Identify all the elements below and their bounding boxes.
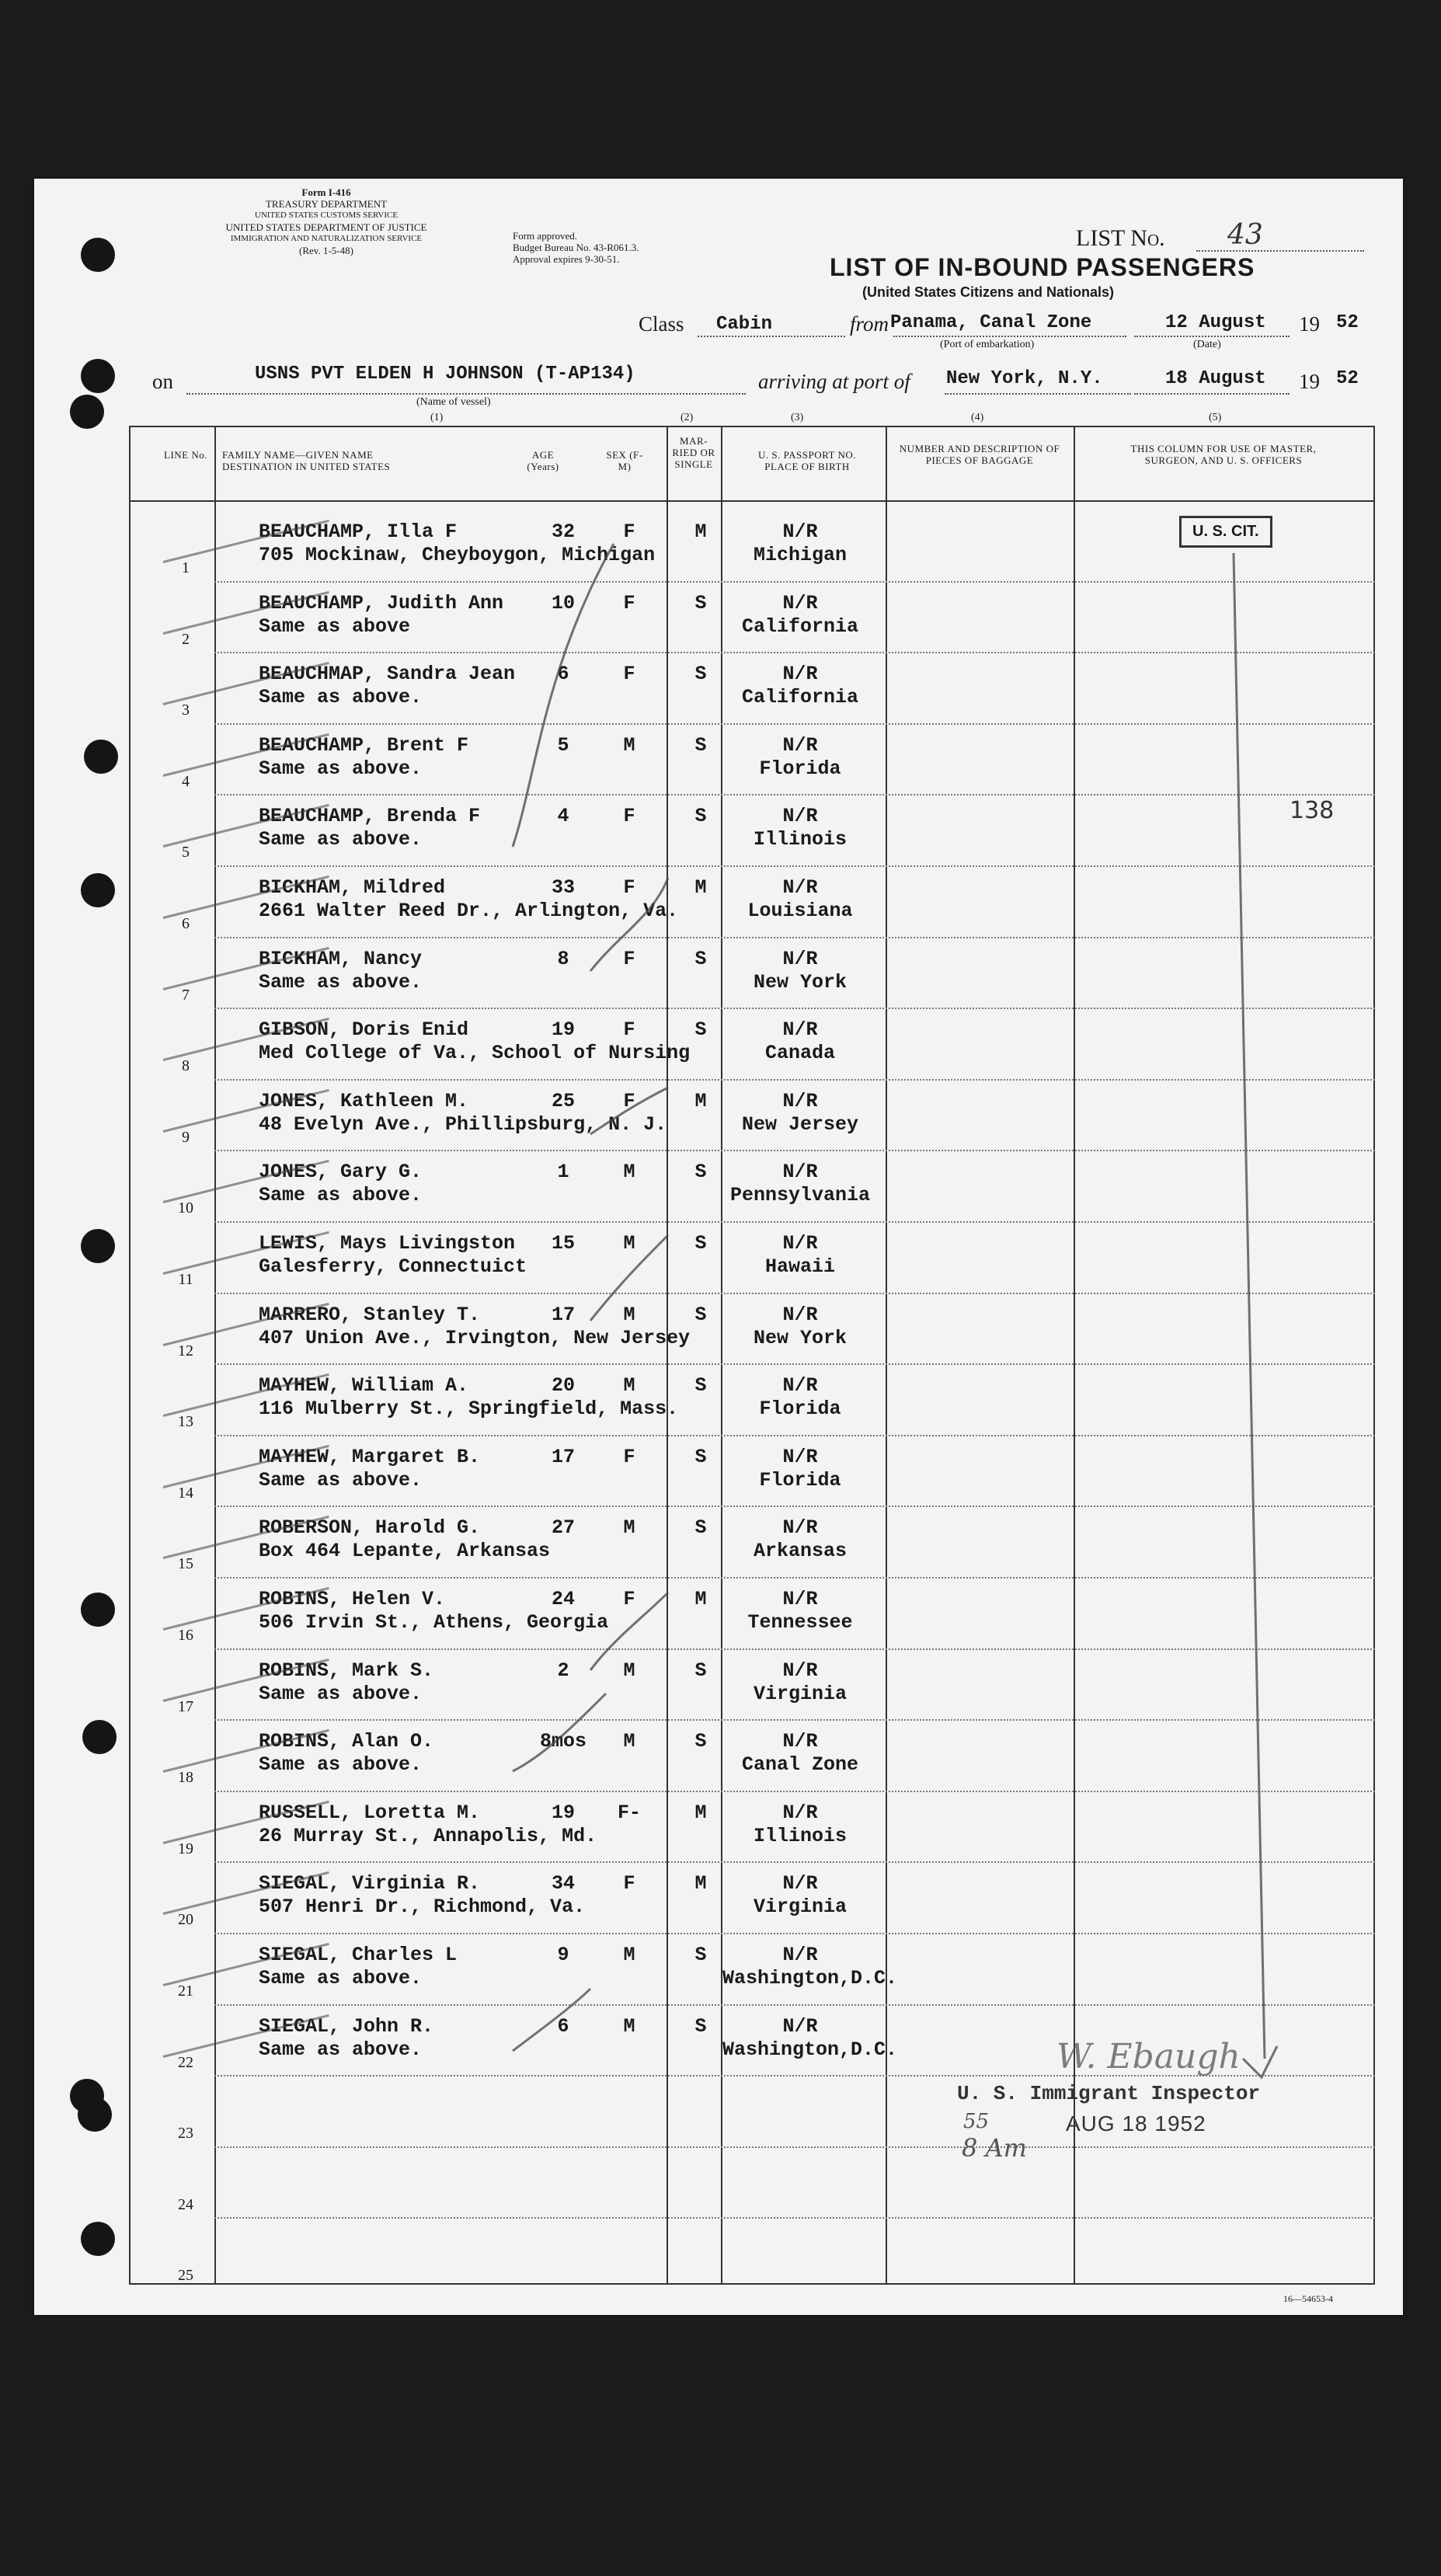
- dept-immigration: IMMIGRATION AND NATURALIZATION SERVICE: [230, 234, 423, 243]
- passenger-name: GIBSON, Doris Enid: [259, 1018, 469, 1042]
- place-of-birth: California: [741, 614, 859, 638]
- on-label: on: [152, 370, 173, 393]
- age: 25: [551, 1089, 575, 1112]
- page-subtitle: (United States Citizens and Nationals): [862, 284, 1115, 300]
- binder-hole: [82, 1720, 117, 1754]
- place-of-birth: New York: [753, 1326, 848, 1349]
- inspection-time-note: 8 Am: [962, 2133, 1027, 2163]
- line-number: 2: [182, 630, 190, 648]
- list-label: LIST No.: [1076, 225, 1165, 251]
- destination: Same as above.: [259, 1682, 423, 1705]
- destination: Same as above.: [259, 970, 423, 994]
- from-label: from: [850, 312, 889, 336]
- place-of-birth: Canada: [764, 1042, 835, 1065]
- passenger-name: SIEGAL, Virginia R.: [259, 1872, 481, 1895]
- place-of-birth: Florida: [759, 1468, 841, 1492]
- line-number: 7: [182, 986, 190, 1004]
- embarkation-port: Panama, Canal Zone: [890, 312, 1092, 333]
- passport-no: N/R: [782, 1516, 818, 1540]
- passenger-name: SIEGAL, John R.: [259, 2014, 434, 2038]
- marital-status: S: [694, 2014, 707, 2038]
- line-number: 23: [178, 2125, 193, 2143]
- passenger-name: ROBINS, Alan O.: [259, 1730, 434, 1753]
- place-of-birth: Virginia: [753, 1895, 848, 1919]
- sex: F: [623, 1872, 635, 1895]
- passport-no: N/R: [782, 805, 818, 828]
- binder-hole: [78, 2097, 112, 2132]
- inspection-date-stamp: AUG 18 1952: [1066, 2111, 1206, 2136]
- place-of-birth: Florida: [759, 1398, 841, 1421]
- passenger-name: MARRERO, Stanley T.: [259, 1303, 481, 1326]
- age: 1: [557, 1161, 569, 1184]
- place-of-birth: Canal Zone: [741, 1753, 859, 1777]
- col-header-age: AGE (Years): [527, 449, 559, 472]
- sex: F: [623, 591, 635, 614]
- passport-no: N/R: [782, 1944, 818, 1966]
- year-1: 52: [1336, 312, 1359, 333]
- line-number: 13: [178, 1413, 193, 1431]
- passport-no: N/R: [782, 1161, 818, 1184]
- age: 6: [557, 663, 569, 686]
- line-number: 10: [178, 1199, 193, 1217]
- marital-status: S: [694, 1730, 707, 1753]
- age: 2: [557, 1659, 569, 1682]
- row-rule: [214, 1719, 1375, 1721]
- arrival-date: 18 August: [1165, 368, 1266, 389]
- year-prefix-2: 19: [1299, 370, 1320, 393]
- row-rule: [214, 581, 1375, 583]
- form-header-left: [148, 186, 505, 256]
- line-number: 9: [182, 1128, 190, 1146]
- line-number: 21: [178, 1982, 193, 2000]
- age: 20: [551, 1374, 575, 1398]
- passport-no: N/R: [782, 1801, 818, 1824]
- marital-status: S: [694, 591, 707, 614]
- age: 5: [557, 733, 569, 757]
- row-rule: [214, 1435, 1375, 1436]
- passenger-name: BICKHAM, Nancy: [259, 947, 423, 970]
- age: 15: [551, 1232, 575, 1255]
- age: 6: [557, 2014, 569, 2038]
- annotation-count: 138: [1290, 797, 1335, 824]
- inspector-title: U. S. Immigrant Inspector: [957, 2082, 1261, 2105]
- sex: F: [623, 876, 635, 899]
- binder-hole: [70, 395, 104, 429]
- header-rule: [129, 500, 1375, 502]
- passport-no: N/R: [782, 1445, 818, 1468]
- place-of-birth: Washington,D.C.: [722, 2038, 898, 2061]
- destination: 2661 Walter Reed Dr., Arlington, Va.: [259, 900, 679, 922]
- marital-status: M: [694, 1089, 707, 1112]
- from-underline: [893, 336, 1126, 337]
- age: 9: [557, 1944, 569, 1966]
- marital-status: M: [694, 1801, 707, 1824]
- row-rule: [214, 1648, 1375, 1650]
- passport-no: N/R: [782, 1659, 818, 1682]
- place-of-birth: Hawaii: [764, 1255, 835, 1278]
- line-number: 14: [178, 1484, 193, 1502]
- col-num-1: (1): [430, 412, 444, 423]
- sex: F: [623, 663, 635, 686]
- place-of-birth: Pennsylvania: [729, 1184, 871, 1207]
- form-number: Form I-416: [301, 186, 351, 198]
- line-number: 11: [178, 1271, 193, 1288]
- destination: 116 Mulberry St., Springfield, Mass.: [259, 1398, 679, 1421]
- line-number: 8: [182, 1057, 190, 1075]
- binder-hole: [81, 1229, 115, 1263]
- marital-status: M: [694, 1588, 707, 1610]
- sex: F: [623, 1445, 635, 1468]
- dept-justice: UNITED STATES DEPARTMENT OF JUSTICE: [225, 221, 427, 233]
- place-of-birth: Illinois: [753, 1824, 848, 1847]
- age: 32: [551, 520, 575, 543]
- passenger-name: SIEGAL, Charles L: [259, 1944, 458, 1966]
- class-underline: [698, 336, 845, 337]
- line-number: 4: [182, 772, 190, 790]
- row-rule: [214, 1791, 1375, 1792]
- passenger-name: JONES, Kathleen M.: [259, 1089, 469, 1112]
- place-of-birth: Louisiana: [747, 900, 853, 922]
- passport-no: N/R: [782, 591, 818, 614]
- col-header-sex: SEX (F-M): [606, 449, 643, 472]
- footer-code: 16—54653-4: [1283, 2293, 1333, 2304]
- destination: Same as above.: [259, 828, 423, 851]
- dept-customs: UNITED STATES CUSTOMS SERVICE: [254, 211, 399, 220]
- passport-no: N/R: [782, 733, 818, 757]
- col-num-3: (3): [791, 412, 804, 423]
- arrival-port: New York, N.Y.: [946, 368, 1103, 389]
- sex: F: [623, 1018, 635, 1042]
- place-of-birth: Illinois: [753, 828, 848, 851]
- line-number: 24: [178, 2195, 193, 2213]
- row-rule: [214, 652, 1375, 653]
- destination: 705 Mockinaw, Cheyboygon, Michigan: [259, 544, 656, 566]
- marital-status: S: [694, 663, 707, 686]
- passport-no: N/R: [782, 1374, 818, 1398]
- col-header-officers: THIS COLUMN FOR USE OF MASTER, SURGEON, AND U. S. OFFICERS: [1130, 443, 1317, 466]
- destination: Same as above.: [259, 1184, 423, 1207]
- sex: M: [623, 733, 635, 757]
- class-label: Class: [639, 312, 684, 336]
- passenger-name: LEWIS, Mays Livingston: [259, 1232, 516, 1255]
- age: 17: [551, 1303, 575, 1326]
- sex: F: [623, 1089, 635, 1112]
- sex: M: [623, 1659, 635, 1682]
- marital-status: S: [694, 733, 707, 757]
- destination: Med College of Va., School of Nursing: [259, 1042, 691, 1065]
- passenger-name: RUSSELL, Loretta M.: [259, 1801, 481, 1824]
- line-number: 12: [178, 1342, 193, 1359]
- line-number: 3: [182, 701, 190, 719]
- row-rule: [214, 1079, 1375, 1081]
- sex: M: [623, 1730, 635, 1753]
- destination: Same as above.: [259, 1967, 423, 1989]
- us-citizen-stamp: U. S. CIT.: [1179, 516, 1272, 548]
- passenger-name: JONES, Gary G.: [259, 1161, 423, 1184]
- destination: 407 Union Ave., Irvington, New Jersey: [259, 1326, 691, 1349]
- marital-status: S: [694, 805, 707, 828]
- row-rule: [214, 794, 1375, 795]
- col-header-passport: U. S. PASSPORT NO. PLACE OF BIRTH: [758, 449, 856, 472]
- age: 8: [557, 947, 569, 970]
- col-divider: [886, 426, 887, 2285]
- embarkation-date: 12 August: [1165, 312, 1266, 333]
- passenger-name: ROBINS, Helen V.: [259, 1588, 446, 1610]
- age: 27: [551, 1516, 575, 1540]
- marital-status: M: [694, 520, 707, 543]
- line-number: 20: [178, 1911, 193, 1929]
- row-rule: [214, 1293, 1375, 1294]
- sex: F: [623, 520, 635, 543]
- form-approval: Form approved. Budget Bureau No. 43-R061.3. Approval expires 9-30-51.: [513, 230, 639, 265]
- sex: M: [623, 1303, 635, 1326]
- line-number: 19: [178, 1840, 193, 1857]
- passenger-name: ROBINS, Mark S.: [259, 1659, 434, 1682]
- destination: Same as above.: [259, 686, 423, 709]
- row-rule: [214, 1363, 1375, 1365]
- col-header-name: FAMILY NAME—GIVEN NAME DESTINATION IN UNITED STATES: [222, 449, 391, 472]
- passenger-name: BEAUCHAMP, Brent F: [259, 733, 469, 757]
- sex: F: [623, 805, 635, 828]
- binder-hole: [81, 238, 115, 272]
- marital-status: S: [694, 1303, 707, 1326]
- col-divider: [1074, 426, 1075, 2285]
- passenger-name: MAYHEW, Margaret B.: [259, 1445, 481, 1468]
- row-rule: [214, 1221, 1375, 1223]
- age: 19: [551, 1801, 575, 1824]
- binder-hole: [81, 873, 115, 907]
- inspection-note-55: 55: [963, 2110, 990, 2133]
- passenger-name: BEAUCHAMP, Brenda F: [259, 805, 481, 828]
- page-title: LIST OF IN-BOUND PASSENGERS: [830, 253, 1255, 281]
- place-of-birth: Tennessee: [747, 1611, 853, 1634]
- row-rule: [214, 2146, 1375, 2148]
- sex: M: [623, 1161, 635, 1184]
- passport-no: N/R: [782, 947, 818, 970]
- passport-no: N/R: [782, 876, 818, 899]
- destination: Same as above.: [259, 2038, 423, 2061]
- col-divider: [214, 426, 216, 2285]
- age: 19: [551, 1018, 575, 1042]
- sex: M: [623, 1232, 635, 1255]
- vessel-underline: [186, 393, 746, 395]
- sex: F: [623, 947, 635, 970]
- sex: M: [623, 1944, 635, 1966]
- destination: Same as above.: [259, 757, 423, 780]
- passport-no: N/R: [782, 1018, 818, 1042]
- marital-status: M: [694, 876, 707, 899]
- line-number: 15: [178, 1555, 193, 1573]
- passport-no: N/R: [782, 1730, 818, 1753]
- age: 17: [551, 1445, 575, 1468]
- place-of-birth: Washington,D.C.: [722, 1967, 898, 1989]
- age: 8mos: [539, 1730, 586, 1753]
- sex: M: [623, 2014, 635, 2038]
- sex: M: [623, 1516, 635, 1540]
- line-number: 5: [182, 844, 190, 862]
- binder-hole: [81, 1593, 115, 1627]
- destination: Same as above.: [259, 1468, 423, 1492]
- marital-status: S: [694, 947, 707, 970]
- year-prefix-1: 19: [1299, 312, 1320, 336]
- col-header-line: LINE No.: [164, 449, 207, 461]
- sex: F: [623, 1588, 635, 1610]
- passport-no: N/R: [782, 1089, 818, 1112]
- row-rule: [214, 1577, 1375, 1579]
- place-of-birth: New York: [753, 970, 848, 994]
- col-divider: [667, 426, 668, 2285]
- passport-no: N/R: [782, 663, 818, 686]
- port-underline: [945, 393, 1131, 395]
- date1-underline: [1134, 336, 1290, 337]
- marital-status: S: [694, 1659, 707, 1682]
- destination: Same as above: [259, 614, 411, 638]
- row-rule: [214, 1150, 1375, 1151]
- class-value: Cabin: [716, 314, 773, 335]
- col-header-married: MAR-RIED OR SINGLE: [672, 435, 715, 470]
- year-2: 52: [1336, 368, 1359, 389]
- row-rule: [214, 2004, 1375, 2006]
- embarkation-caption: (Port of embarkation): [940, 339, 1035, 350]
- age: 10: [551, 591, 575, 614]
- row-rule: [214, 1008, 1375, 1009]
- marital-status: S: [694, 1161, 707, 1184]
- row-rule: [214, 865, 1375, 867]
- passenger-name: BICKHAM, Mildred: [259, 876, 446, 899]
- marital-status: S: [694, 1944, 707, 1966]
- col-num-2: (2): [680, 412, 694, 423]
- passport-no: N/R: [782, 2014, 818, 2038]
- sex: F-: [617, 1801, 641, 1824]
- passenger-name: BEAUCHMAP, Sandra Jean: [259, 663, 516, 686]
- row-rule: [214, 1933, 1375, 1934]
- marital-status: S: [694, 1018, 707, 1042]
- place-of-birth: California: [741, 686, 859, 709]
- vessel-caption: (Name of vessel): [416, 396, 491, 408]
- destination: 506 Irvin St., Athens, Georgia: [259, 1611, 609, 1634]
- line-number: 22: [178, 2053, 193, 2071]
- destination: Galesferry, Connectuict: [259, 1255, 527, 1278]
- age: 34: [551, 1872, 575, 1895]
- destination: Same as above.: [259, 1753, 423, 1777]
- marital-status: S: [694, 1232, 707, 1255]
- sex: M: [623, 1374, 635, 1398]
- row-rule: [214, 2217, 1375, 2219]
- marital-status: M: [694, 1872, 707, 1895]
- passport-no: N/R: [782, 1303, 818, 1326]
- passenger-name: BEAUCHAMP, Illa F: [259, 520, 458, 543]
- age: 33: [551, 876, 575, 899]
- line-number: 25: [178, 2267, 193, 2285]
- passenger-name: ROBERSON, Harold G.: [259, 1516, 481, 1540]
- passport-no: N/R: [782, 1588, 818, 1610]
- place-of-birth: Michigan: [753, 544, 848, 566]
- passport-no: N/R: [782, 1872, 818, 1895]
- date2-underline: [1134, 393, 1290, 395]
- binder-hole: [81, 2222, 115, 2256]
- place-of-birth: Virginia: [753, 1682, 848, 1705]
- destination: Box 464 Lepante, Arkansas: [259, 1540, 551, 1563]
- form-revision: (Rev. 1-5-48): [299, 245, 353, 256]
- marital-status: S: [694, 1445, 707, 1468]
- destination: 48 Evelyn Ave., Phillipsburg, N. J.: [259, 1112, 667, 1136]
- col-header-baggage: NUMBER AND DESCRIPTION OF PIECES OF BAGGAGE: [899, 443, 1060, 466]
- passport-no: N/R: [782, 1232, 818, 1255]
- place-of-birth: New Jersey: [741, 1112, 859, 1136]
- binder-hole: [84, 740, 118, 774]
- passport-no: N/R: [782, 520, 818, 543]
- place-of-birth: Arkansas: [753, 1540, 848, 1563]
- line-number: 1: [182, 559, 190, 576]
- arriving-label: arriving at port of: [758, 370, 910, 393]
- marital-status: S: [694, 1374, 707, 1398]
- col-num-5: (5): [1209, 412, 1222, 423]
- destination: 26 Murray St., Annapolis, Md.: [259, 1824, 597, 1847]
- destination: 507 Henri Dr., Richmond, Va.: [259, 1895, 586, 1919]
- marital-status: S: [694, 1516, 707, 1540]
- dept-treasury: TREASURY DEPARTMENT: [265, 198, 388, 210]
- age: 4: [557, 805, 569, 828]
- row-rule: [214, 1861, 1375, 1863]
- age: 24: [551, 1588, 575, 1610]
- row-rule: [214, 723, 1375, 725]
- line-number: 18: [178, 1769, 193, 1787]
- row-rule: [214, 1506, 1375, 1507]
- passenger-name: MAYHEW, William A.: [259, 1374, 469, 1398]
- col-num-4: (4): [971, 412, 984, 423]
- list-underline: [1196, 250, 1364, 252]
- binder-hole: [81, 359, 115, 393]
- inspector-signature: W. Ebaugh: [1056, 2037, 1241, 2076]
- place-of-birth: Florida: [759, 757, 841, 780]
- line-number: 16: [178, 1627, 193, 1644]
- line-number: 17: [178, 1697, 193, 1715]
- passenger-name: BEAUCHAMP, Judith Ann: [259, 591, 504, 614]
- list-number: 43: [1227, 219, 1263, 251]
- line-number: 6: [182, 915, 190, 932]
- vessel-name: USNS PVT ELDEN H JOHNSON (T-AP134): [255, 364, 635, 385]
- date-caption: (Date): [1193, 339, 1221, 350]
- row-rule: [214, 937, 1375, 938]
